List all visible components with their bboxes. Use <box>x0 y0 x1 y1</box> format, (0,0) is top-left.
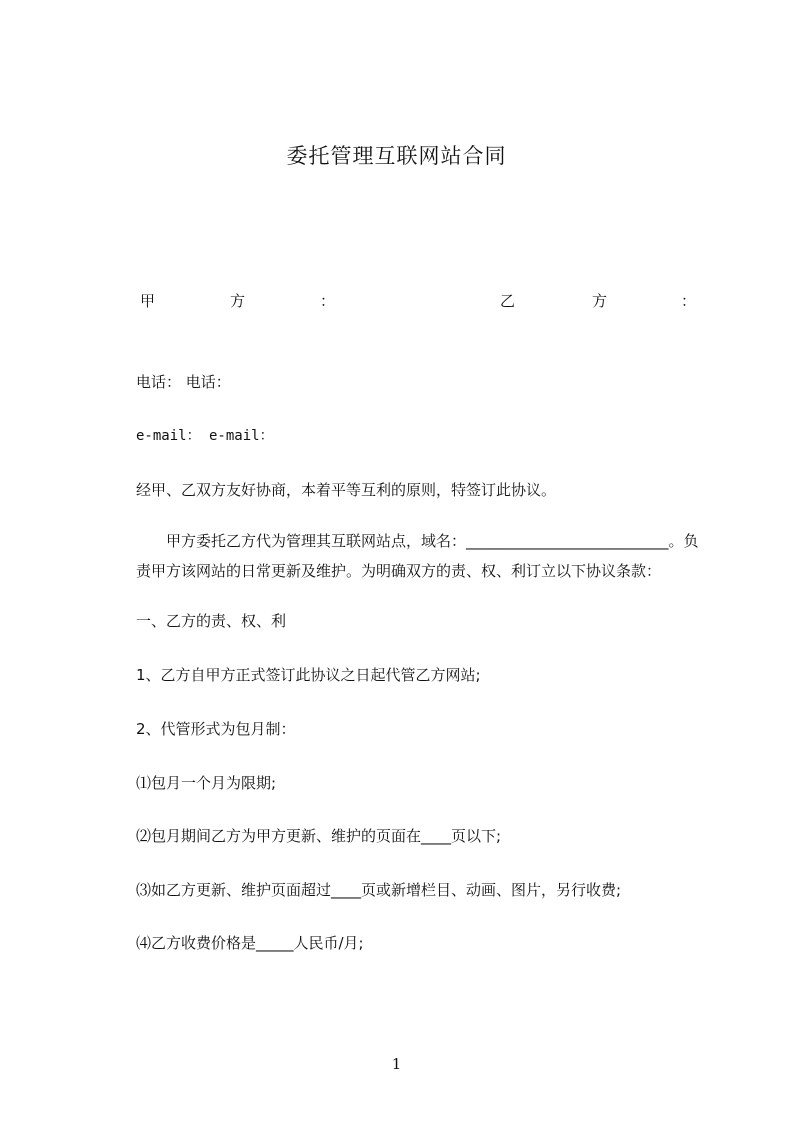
sub-clause-2: ⑵包月期间乙方为甲方更新、维护的页面在____页以下; <box>136 827 502 845</box>
party-row <box>136 290 697 312</box>
party-b-colon: ： <box>681 292 697 310</box>
party-a-char-1: 甲 <box>140 292 156 310</box>
sub-clause-1: ⑴包月一个月为限期; <box>136 774 277 792</box>
sub-clause-4: ⑷乙方收费价格是_____人民币/月; <box>136 934 364 952</box>
party-a-char-2: 方 <box>230 292 246 310</box>
party-a-colon: ： <box>320 292 336 310</box>
sub-clause-3: ⑶如乙方更新、维护页面超过____页或新增栏目、动画、图片，另行收费; <box>136 881 622 899</box>
section-1-heading: 一、乙方的责、权、利 <box>136 612 287 630</box>
clause-2: 2、代管形式为包月制： <box>136 720 296 738</box>
page-number: 1 <box>391 1055 402 1073</box>
party-b-char-1: 乙 <box>500 292 516 310</box>
clause-1: 1、乙方自甲方正式签订此协议之日起代管乙方网站; <box>136 666 481 684</box>
email-line: e-mail： e-mail： <box>136 428 274 444</box>
party-b-char-2: 方 <box>592 292 608 310</box>
document-title: 委托管理互联网站合同 <box>286 144 507 168</box>
commission-paragraph: 甲方委托乙方代为管理其互联网站点，域名：___________________________。负责甲方该网站的日常更新及维护。为明确双方的责、权、利订立以下协议条款： <box>136 532 699 580</box>
phone-line: 电话： 电话： <box>136 373 231 391</box>
intro-paragraph: 经甲、乙双方友好协商，本着平等互利的原则，特签订此协议。 <box>136 481 557 499</box>
